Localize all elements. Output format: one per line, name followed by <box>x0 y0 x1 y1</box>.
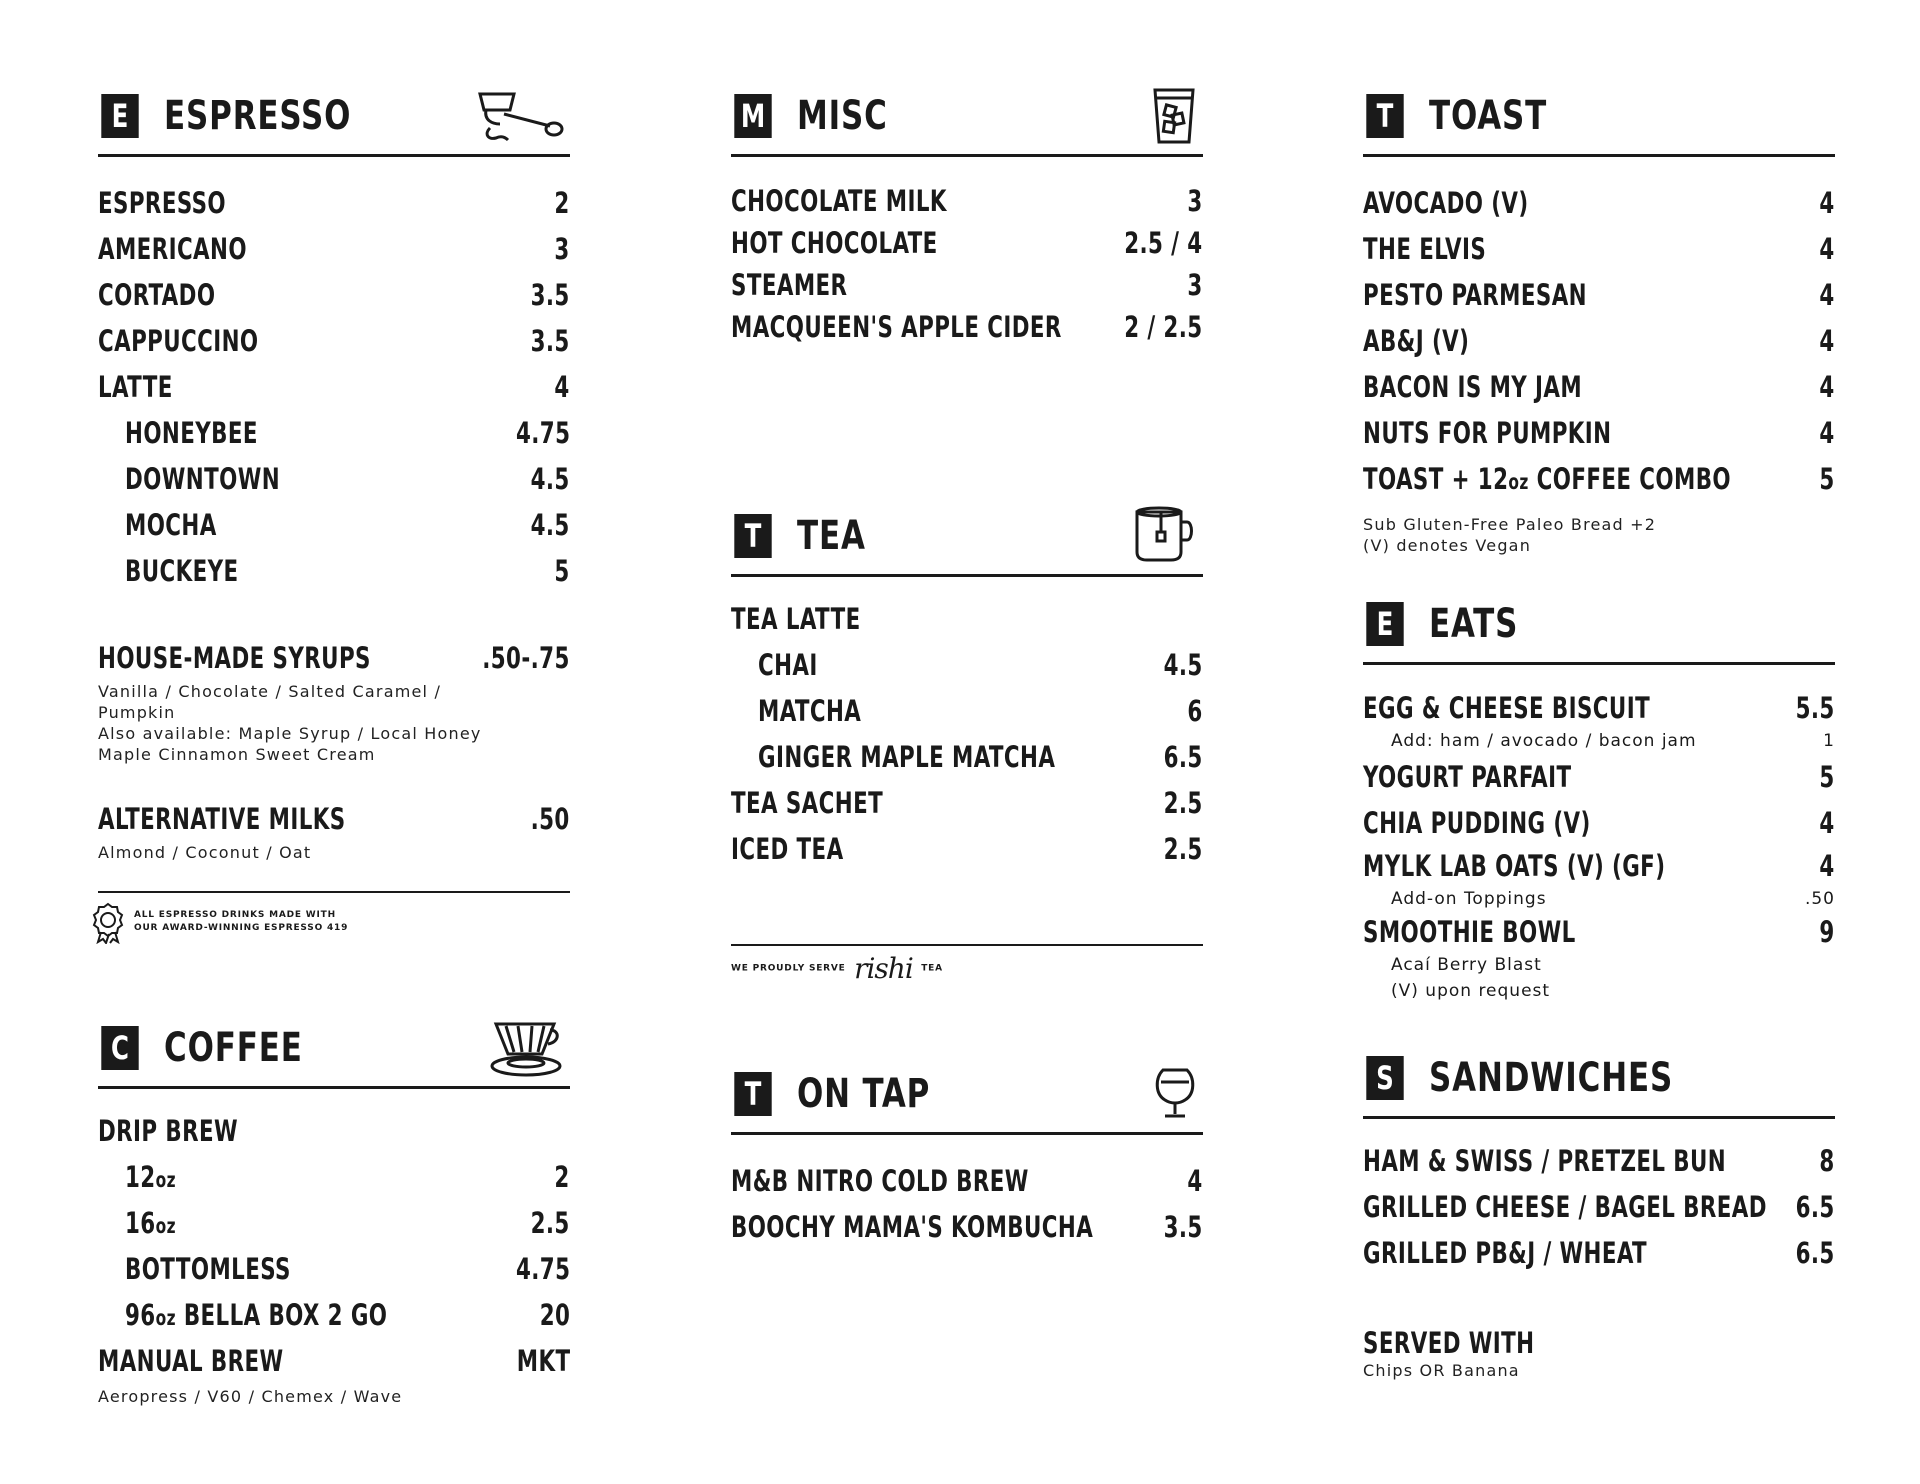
item-price: 3 <box>1187 268 1203 302</box>
item-price: 6.5 <box>1795 1236 1835 1270</box>
item-price: 2.5 <box>1163 786 1203 820</box>
milk-note: Almond / Coconut / Oat <box>98 843 312 862</box>
item-price: .50-.75 <box>482 641 570 675</box>
syrups-block <box>98 635 570 765</box>
section-header <box>731 1068 1203 1135</box>
list-item <box>98 318 570 364</box>
espresso-section <box>98 90 570 933</box>
item-price: 6.5 <box>1795 1190 1835 1224</box>
list-item <box>1363 688 1835 728</box>
item-price: 4 <box>1187 1164 1203 1198</box>
item-price: 2 / 2.5 <box>1124 310 1203 344</box>
list-item <box>1363 1138 1835 1184</box>
section-letter: E <box>1366 602 1403 646</box>
sandwiches-section <box>1363 1052 1835 1380</box>
list-item <box>98 635 570 681</box>
item-price: 5 <box>1819 462 1835 496</box>
item-price: 4 <box>1819 806 1835 840</box>
item-price: 4.5 <box>530 462 570 496</box>
pour-over-icon <box>488 1016 564 1080</box>
list-item <box>98 1292 570 1338</box>
list-item <box>731 780 1203 826</box>
serve-text: WE PROUDLY SERVE <box>731 963 846 974</box>
milks-block <box>98 796 570 863</box>
list-item <box>98 796 570 842</box>
item-price: 2 <box>554 186 570 220</box>
item-name: GRILLED CHEESE / BAGEL BREAD <box>1363 1190 1767 1224</box>
item-price: 9 <box>1819 915 1835 949</box>
list-item <box>1363 912 1835 952</box>
divider <box>98 891 570 893</box>
item-name: BUCKEYE <box>125 554 239 588</box>
item-name: HOUSE-MADE SYRUPS <box>98 641 371 675</box>
syrup-note: Also available: Maple Syrup / Local Honey <box>98 724 482 743</box>
item-price: 8 <box>1819 1144 1835 1178</box>
award-block <box>92 902 572 942</box>
list-item <box>1363 410 1835 456</box>
item-name: NUTS FOR PUMPKIN <box>1363 416 1612 450</box>
item-note: Acaí Berry Blast <box>1391 955 1542 975</box>
section-title: SANDWICHES <box>1429 1055 1674 1101</box>
list-item <box>98 410 570 456</box>
item-name: STEAMER <box>731 268 848 302</box>
item-name: PESTO PARMESAN <box>1363 278 1587 312</box>
espresso-list <box>98 180 570 594</box>
section-letter: T <box>1366 94 1403 138</box>
list-item <box>1363 886 1835 912</box>
item-name: HAM & SWISS / PRETZEL BUN <box>1363 1144 1727 1178</box>
list-item <box>98 272 570 318</box>
item-price: 2 <box>554 1160 570 1194</box>
section-title: MISC <box>797 93 888 139</box>
section-header <box>731 510 1203 577</box>
misc-list <box>731 180 1203 348</box>
list-item <box>1363 1320 1835 1366</box>
item-name: YOGURT PARFAIT <box>1363 760 1572 794</box>
list-item <box>1363 846 1835 886</box>
item-name: MACQUEEN'S APPLE CIDER <box>731 310 1062 344</box>
item-name: CAPPUCCINO <box>98 324 259 358</box>
list-item <box>1363 364 1835 410</box>
list-item <box>98 1200 570 1246</box>
section-header <box>98 90 570 157</box>
tea-section <box>731 510 1203 985</box>
item-name: CHIA PUDDING (V) <box>1363 806 1591 840</box>
section-letter: S <box>1366 1056 1403 1100</box>
item-name: 96oz BELLA BOX 2 GO <box>125 1298 388 1332</box>
item-name: ALTERNATIVE MILKS <box>98 802 346 836</box>
item-price: 3.5 <box>1163 1210 1203 1244</box>
section-letter: M <box>734 94 771 138</box>
item-name: TOAST + 12oz COFFEE COMBO <box>1363 462 1732 496</box>
section-title: TOAST <box>1429 93 1548 139</box>
section-letter: C <box>101 1026 138 1070</box>
item-name: GRILLED PB&J / WHEAT <box>1363 1236 1648 1270</box>
divider <box>731 944 1203 946</box>
item-name: DRIP BREW <box>98 1114 239 1148</box>
item-price: 3.5 <box>530 324 570 358</box>
item-price: 4 <box>1819 232 1835 266</box>
item-addon: Add-on Toppings <box>1391 889 1547 909</box>
section-title: TEA <box>797 513 866 559</box>
item-name: LATTE <box>98 370 173 404</box>
item-name: ICED TEA <box>731 832 844 866</box>
item-name: BOOCHY MAMA'S KOMBUCHA <box>731 1210 1094 1244</box>
serve-text: TEA <box>921 963 943 974</box>
section-header <box>731 90 1203 157</box>
item-name: MANUAL BREW <box>98 1344 284 1378</box>
item-name: MATCHA <box>758 694 862 728</box>
served-note: Chips OR Banana <box>1363 1361 1520 1380</box>
item-name: CORTADO <box>98 278 216 312</box>
toast-section <box>1363 90 1835 555</box>
section-title: EATS <box>1429 601 1519 647</box>
item-price: 2.5 <box>530 1206 570 1240</box>
list-item <box>98 1108 570 1154</box>
section-letter: E <box>101 94 138 138</box>
list-item <box>1363 728 1835 754</box>
tea-list <box>731 596 1203 872</box>
item-name: SMOOTHIE BOWL <box>1363 915 1576 949</box>
list-item <box>731 1158 1203 1204</box>
list-item <box>1363 1184 1835 1230</box>
item-name: M&B NITRO COLD BREW <box>731 1164 1029 1198</box>
list-item <box>1363 456 1835 502</box>
item-name: BOTTOMLESS <box>125 1252 291 1286</box>
syrup-note: Pumpkin <box>98 703 176 722</box>
syrup-note: Maple Cinnamon Sweet Cream <box>98 745 376 764</box>
manual-note: Aeropress / V60 / Chemex / Wave <box>98 1387 403 1406</box>
item-name: TEA SACHET <box>731 786 884 820</box>
item-price: 5.5 <box>1795 691 1835 725</box>
item-name: HOT CHOCOLATE <box>731 226 938 260</box>
item-note: (V) upon request <box>1391 981 1551 1001</box>
list-item <box>1363 180 1835 226</box>
list-item <box>1363 754 1835 800</box>
list-item <box>731 596 1203 642</box>
toast-note: (V) denotes Vegan <box>1363 536 1532 555</box>
item-price: MKT <box>516 1344 570 1378</box>
list-item <box>98 364 570 410</box>
item-name: THE ELVIS <box>1363 232 1487 266</box>
item-name: HONEYBEE <box>125 416 258 450</box>
item-price: 4.75 <box>515 1252 570 1286</box>
item-price: 5 <box>1819 760 1835 794</box>
award-ribbon-icon <box>92 902 124 944</box>
coffee-section <box>98 1022 570 1406</box>
rishi-logo: rishi <box>854 952 913 985</box>
item-name: ESPRESSO <box>98 186 227 220</box>
item-name: MOCHA <box>125 508 217 542</box>
section-title: ESPRESSO <box>164 93 352 139</box>
eats-section <box>1363 598 1835 1001</box>
item-price: 4 <box>1819 370 1835 404</box>
item-addon: Add: ham / avocado / bacon jam <box>1391 731 1697 751</box>
item-price: 4 <box>1819 278 1835 312</box>
list-item <box>1363 800 1835 846</box>
toast-note: Sub Gluten-Free Paleo Bread +2 <box>1363 515 1657 534</box>
award-text: ALL ESPRESSO DRINKS MADE WITH <box>134 910 336 920</box>
item-name: 16oz <box>125 1206 176 1240</box>
section-title: ON TAP <box>797 1071 931 1117</box>
item-price: 20 <box>539 1298 570 1332</box>
item-price: 6.5 <box>1163 740 1203 774</box>
ontap-section <box>731 1068 1203 1244</box>
eats-list <box>1363 688 1835 1004</box>
section-letter: T <box>734 514 771 558</box>
list-item <box>98 1246 570 1292</box>
item-name: AB&J (V) <box>1363 324 1470 358</box>
item-price: 3.5 <box>530 278 570 312</box>
list-item <box>731 180 1203 222</box>
item-price: 4 <box>1819 186 1835 220</box>
list-item <box>1363 978 1835 1004</box>
list-item <box>1363 272 1835 318</box>
item-price: 5 <box>554 554 570 588</box>
item-price: 4 <box>554 370 570 404</box>
item-price: 4.5 <box>1163 648 1203 682</box>
list-item <box>98 456 570 502</box>
list-item <box>731 642 1203 688</box>
item-name: CHOCOLATE MILK <box>731 184 947 218</box>
coffee-list <box>98 1108 570 1407</box>
item-price: 4 <box>1819 324 1835 358</box>
section-header <box>1363 90 1835 157</box>
item-name: MYLK LAB OATS (V) (GF) <box>1363 849 1666 883</box>
item-name: BACON IS MY JAM <box>1363 370 1583 404</box>
section-letter: T <box>734 1072 771 1116</box>
item-price: 2.5 <box>1163 832 1203 866</box>
item-price: 4 <box>1819 416 1835 450</box>
list-item <box>731 826 1203 872</box>
item-name: TEA LATTE <box>731 602 861 636</box>
portafilter-icon <box>476 84 564 146</box>
item-name: 12oz <box>125 1160 176 1194</box>
misc-section <box>731 90 1203 344</box>
item-name: AVOCADO (V) <box>1363 186 1529 220</box>
list-item <box>1363 952 1835 978</box>
item-name: GINGER MAPLE MATCHA <box>758 740 1056 774</box>
list-item <box>731 222 1203 264</box>
section-header <box>1363 598 1835 665</box>
list-item <box>98 1154 570 1200</box>
syrup-note: Vanilla / Chocolate / Salted Caramel / <box>98 682 442 701</box>
award-text: OUR AWARD-WINNING ESPRESSO 419 <box>134 923 349 933</box>
list-item <box>98 502 570 548</box>
list-item <box>731 734 1203 780</box>
item-name: AMERICANO <box>98 232 247 266</box>
toast-list <box>1363 180 1835 556</box>
ontap-list <box>731 1158 1203 1250</box>
item-name: CHAI <box>758 648 818 682</box>
item-price: 4.5 <box>530 508 570 542</box>
rishi-line <box>731 950 943 990</box>
item-price: .50 <box>530 802 570 836</box>
item-price: 4.75 <box>515 416 570 450</box>
item-price: 3 <box>1187 184 1203 218</box>
snifter-glass-icon <box>1153 1062 1197 1122</box>
section-header <box>1363 1052 1835 1119</box>
list-item <box>731 1204 1203 1250</box>
item-price: 1 <box>1823 731 1835 751</box>
list-item <box>1363 318 1835 364</box>
item-price: 2.5 / 4 <box>1124 226 1203 260</box>
section-title: COFFEE <box>164 1025 303 1071</box>
list-item <box>731 264 1203 306</box>
list-item <box>1363 226 1835 272</box>
list-item <box>1363 1230 1835 1276</box>
list-item <box>731 306 1203 348</box>
item-name: SERVED WITH <box>1363 1326 1535 1360</box>
list-item <box>731 688 1203 734</box>
tea-mug-icon <box>1133 504 1197 564</box>
iced-cup-icon <box>1151 84 1197 146</box>
section-header <box>98 1022 570 1089</box>
item-name: DOWNTOWN <box>125 462 281 496</box>
item-name: EGG & CHEESE BISCUIT <box>1363 691 1651 725</box>
list-item <box>98 180 570 226</box>
item-price: .50 <box>1804 889 1835 909</box>
item-price: 6 <box>1187 694 1203 728</box>
list-item <box>98 226 570 272</box>
sandwiches-list <box>1363 1138 1835 1381</box>
list-item <box>98 548 570 594</box>
list-item <box>98 1338 570 1384</box>
item-price: 3 <box>554 232 570 266</box>
item-price: 4 <box>1819 849 1835 883</box>
